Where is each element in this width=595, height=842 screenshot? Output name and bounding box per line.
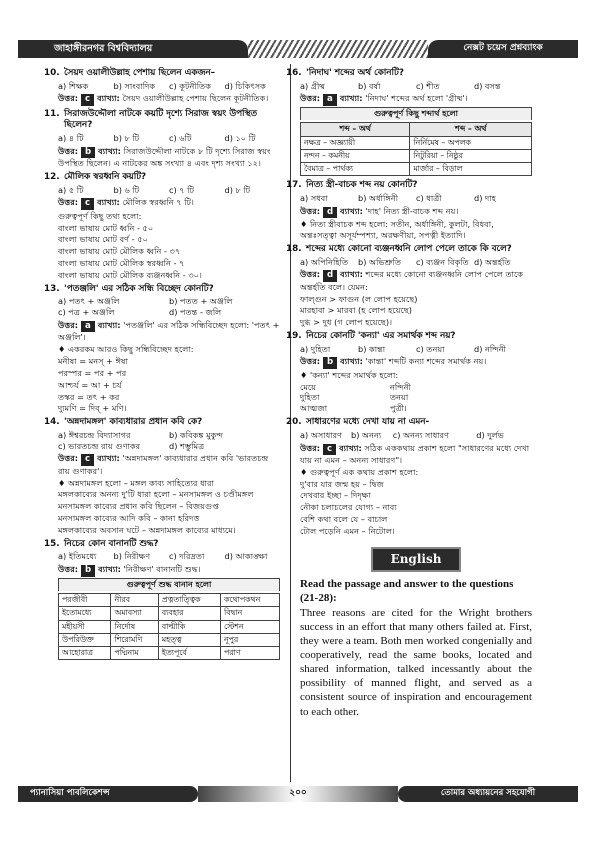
answer-badge: c xyxy=(81,454,94,465)
option-d: d) শম্ভুমিত্র xyxy=(169,440,205,451)
answer-line xyxy=(300,356,532,368)
option-c: c) ভারতচন্দ্র রায় গুণাকর xyxy=(58,440,141,451)
option-a: a) শিক্ষক xyxy=(58,80,89,91)
header-book-title: নেক্সট চয়েস প্রশ্নব্যাংক xyxy=(428,40,578,58)
info-line: নৌকা চলাচলের যোগ্য – নাব্য xyxy=(300,502,397,513)
info-line: মঙ্গলকাব্যের অবসান ঘটে – অন্নদামঙ্গল কাব্যের মাধ্যমে। xyxy=(58,524,236,535)
question-number: 12. xyxy=(44,172,60,182)
explain-label: ব্যাখ্যা: xyxy=(339,442,362,453)
table-row xyxy=(59,620,280,633)
table-header: শব্দ – অর্থ xyxy=(410,123,532,136)
table-cell: মার্জার – বিড়াল xyxy=(410,163,532,176)
synonym-word: দুহিতা xyxy=(300,392,320,403)
info-line: তস্কর = তৎ + কর xyxy=(58,391,120,402)
answer-line xyxy=(58,197,280,209)
question-number: 13. xyxy=(44,283,60,294)
table-cell: উপরিউক্ত xyxy=(59,633,111,646)
table-cell: প্রত্নতাত্ত্বিক xyxy=(158,594,220,607)
answer-badge: b xyxy=(81,565,95,576)
explanation: 'পতঞ্জলি' এর সঠিক সন্ধিবিচ্ছেদ হলো: 'পতৎ + অঞ্জলি'। xyxy=(58,320,280,343)
option-a: a) দুহিতা xyxy=(300,343,331,354)
explain-label: ব্যাখ্যা: xyxy=(340,356,363,367)
header-stripes xyxy=(248,40,428,58)
page-footer xyxy=(18,786,578,802)
option-c: c) অনন্য সাধারণ xyxy=(392,429,450,440)
explain-label: ব্যাখ্যা: xyxy=(340,205,363,216)
page-number: ২০০ xyxy=(198,786,398,802)
question-number: 16. xyxy=(286,68,302,78)
answer-badge: c xyxy=(81,198,94,209)
option-a: a) অপিনিহিতি xyxy=(300,256,349,267)
answer-line xyxy=(300,443,532,466)
question-number: 10. xyxy=(44,68,60,78)
option-b: b) নিরীক্ষণ xyxy=(113,551,151,562)
info-line: মঙ্গলকাব্যের অনন্য দু'টি ধারা হলো – মনসামঙ্গল ও চণ্ডীমঙ্গল xyxy=(58,489,254,500)
table-cell: অমাবস্যা xyxy=(111,607,158,620)
answer-label: উত্তর: xyxy=(58,145,79,156)
question-20 xyxy=(286,417,532,537)
answer-badge: a xyxy=(81,321,95,332)
synonym-row xyxy=(300,392,532,403)
explanation: 'অন্নদামঙ্গল' কাব্যধারার প্রধান কবি 'ভারতচন্দ্র রায় গুণাকর'। xyxy=(58,453,269,476)
answer-label: উত্তর: xyxy=(58,564,79,575)
answer-badge: b xyxy=(81,147,95,158)
option-b: b) বর্ষা xyxy=(358,80,381,91)
table-row xyxy=(59,594,280,607)
answer-badge: c xyxy=(81,94,94,105)
info-line: মনসামঙ্গল কাব্যের প্রধান কবি ছিলেন – বিজয়গুপ্ত xyxy=(58,501,220,512)
info-line: বেশি কথা বলে যে – বাচাল xyxy=(300,514,388,524)
question-text: মৌলিক স্বরধ্বনি কয়টি? xyxy=(64,172,147,182)
question-text: নিচের কোনটি 'কন্যা' এর সমার্থক শব্দ নয়? xyxy=(306,330,456,341)
question-13 xyxy=(44,283,280,414)
table-cell: বিদ্বান xyxy=(220,607,279,620)
synonym-word: আত্মজা xyxy=(300,403,328,414)
option-a: a) গ্রীষ্ম xyxy=(300,80,326,91)
footer-publisher: প্যানাসিয়া পাবলিকেশন্স xyxy=(18,786,198,802)
answer-label: উত্তর: xyxy=(300,205,321,216)
answer-line xyxy=(58,146,280,169)
option-b: b) অভিশ্রুতি xyxy=(358,256,402,267)
answer-line xyxy=(58,564,280,576)
table-cell: ইত্যপূর্বে xyxy=(158,647,220,660)
header-university: জাহাঙ্গীরনগর বিশ্ববিদ্যালয় xyxy=(18,40,248,58)
option-c: c) ৭ টি xyxy=(169,184,195,195)
explanation: সৈয়দ ওয়ালীউল্লাহ পেশায় ছিলেন কূটনীতিক। xyxy=(122,93,269,104)
option-d: d) অন্তর্হতি xyxy=(474,256,511,267)
option-d: d) বসন্ত xyxy=(474,80,501,91)
option-b: b) কবিকঙ্ক মুকুন্দ xyxy=(169,429,223,440)
option-a: a) পতৎ + অঞ্জলি xyxy=(58,296,120,307)
answer-line xyxy=(300,93,532,105)
option-b: b) সাংবাদিক xyxy=(113,80,156,91)
synonym-word: মেয়ে xyxy=(300,381,316,392)
option-d: d) ১০ টি xyxy=(224,133,256,143)
answer-line xyxy=(300,269,532,292)
table-row xyxy=(59,647,280,660)
table-cell: স্টেশন xyxy=(220,620,279,633)
option-b: b) অনন্য xyxy=(351,429,382,440)
question-text: নিচের কোন বানানটি শুদ্ধ? xyxy=(64,538,159,549)
option-d: d) দাহ xyxy=(474,193,496,204)
answer-label: উত্তর: xyxy=(58,93,79,104)
option-c: c) ব্যঞ্জন বিকৃতি xyxy=(416,256,469,267)
table-row xyxy=(301,163,532,176)
option-a: a) ৪ টি xyxy=(58,133,84,143)
table-cell: নীরব xyxy=(111,594,158,607)
info-line: বাংলা ভাষায় মোট ধ্বনি - ৫০ xyxy=(58,222,154,233)
option-d: d) নন্দিনী xyxy=(474,343,507,354)
question-15 xyxy=(44,538,280,661)
option-d: d) আকাঙ্ক্ষা xyxy=(224,551,268,562)
question-number: 19. xyxy=(286,330,302,341)
explain-label: ব্যাখ্যা: xyxy=(97,93,120,104)
table-header: শব্দ – অর্থ xyxy=(301,123,410,136)
option-d: d) চিকিৎসক xyxy=(224,80,266,91)
answer-label: উত্তর: xyxy=(58,453,79,464)
option-b: b) কান্তা xyxy=(358,343,386,354)
answer-label: উত্তর: xyxy=(58,197,79,208)
info-line: মনসামঙ্গল কাব্যের আদি কবি – কানা হরিদত্ত xyxy=(58,513,200,524)
explanation: 'নিদাঘ' শব্দের অর্থ হলো 'গ্রীষ্ম'। xyxy=(365,93,468,104)
answer-badge: c xyxy=(323,444,336,455)
question-10 xyxy=(44,68,280,106)
meaning-table-caption: গুরুত্বপূর্ণ কিছু শব্দার্থ হলো xyxy=(300,107,532,121)
question-number: 14. xyxy=(44,417,60,428)
option-d: d) দুর্লভ xyxy=(476,429,504,440)
table-cell: নির্দোষ xyxy=(111,620,158,633)
explanation: সঠিক এককথায় প্রকাশ হলো "সাধারণের মধ্যে দেখা যায় না এমন – অনন্য সাধারণ"। xyxy=(300,442,530,465)
option-c: c) দরিদ্রতা xyxy=(169,551,205,562)
option-c: c) শীত xyxy=(416,80,440,91)
info-line: বাংলা ভাষায় মোট মৌলিক ধ্বনি - ৩৭ xyxy=(58,246,181,257)
info-line: ♦ 'কন্যা' শব্দের সমার্থক হলো: xyxy=(300,369,399,380)
table-cell: নির্নিমেষ – অপলক xyxy=(410,136,532,149)
info-line: বাংলা ভাষায় মোট বর্ণ - ৫০ xyxy=(58,234,148,245)
explain-label: ব্যাখ্যা: xyxy=(98,564,121,575)
info-line: দেখবার ইচ্ছা – দিদৃক্ষা xyxy=(300,490,371,501)
table-cell: নূপুর xyxy=(220,633,279,646)
explain-label: ব্যাখ্যা: xyxy=(340,269,363,280)
explanation: 'দাহ' নিত্য স্ত্রী-বাচক শব্দ নয়। xyxy=(365,205,459,216)
option-c: c) পত্র + অঞ্জলি xyxy=(58,307,115,318)
table-row xyxy=(301,149,532,162)
explain-label: ব্যাখ্যা: xyxy=(97,320,121,331)
info-line: ফাল্গুন > ফাগুন (ল লোপ হয়েছে) xyxy=(300,293,418,304)
explain-label: ব্যাখ্যা: xyxy=(339,93,363,104)
answer-line xyxy=(58,453,280,476)
answer-line xyxy=(300,206,532,218)
question-number: 18. xyxy=(286,243,302,254)
passage-text: Three reasons are cited for the Wright brothers success in an effort that many others failed at. First, they were a team. Both men worked congenially and cooperatively, read the same books, located and shared information, talked incessantly about the possibility of manned flight, and served as a consistent source of inspiration and encouragement to each other. xyxy=(300,606,532,718)
option-a: a) ৫ টি xyxy=(58,184,84,195)
answer-label: উত্তর: xyxy=(300,269,321,280)
info-line: দু'বার যার জন্ম হয় – দ্বিজ xyxy=(300,478,384,489)
question-19 xyxy=(286,330,532,414)
info-line: দ্যুমণি = দিব্ + মণি। xyxy=(58,403,127,414)
info-line: ♦ গুরুত্বপূর্ণ এক কথায় প্রকাশ হলো: xyxy=(300,466,419,477)
synonym-word: তনয়া xyxy=(390,392,409,403)
option-b: b) ৮ টি xyxy=(113,133,140,143)
table-cell: পরাণ xyxy=(220,647,279,660)
footer-tagline: তোমার অধ্যায়নের সহযোগী xyxy=(398,786,578,802)
explanation: 'কান্তা' শব্দটি কন্যা শব্দের সমার্থক নয়। xyxy=(365,356,487,367)
table-row xyxy=(59,607,280,620)
info-line: দুগ্ধ > দুধ (গ লোপ হয়েছে)। xyxy=(300,317,392,328)
question-number: 11. xyxy=(44,108,60,119)
question-text: সাধারণের মধ্যে দেখা যায় না এমন- xyxy=(306,417,430,428)
question-text: 'নিদাঘ' শব্দের অর্থ কোনটি? xyxy=(306,68,404,78)
explanation: শব্দের মধ্যে কোনো ব্যঞ্জনধ্বনি লোপ পেলে তাকে অন্তর্হতি বলে। যেমন: xyxy=(300,269,524,292)
explain-label: ব্যাখ্যা: xyxy=(97,453,120,464)
question-11 xyxy=(44,108,280,169)
answer-label: উত্তর: xyxy=(58,320,79,331)
option-a: a) ইতিমধ্যে xyxy=(58,551,97,562)
table-cell: বৈমাত্র – পার্থক্য xyxy=(301,163,410,176)
info-line: ♦ নিত্য স্ত্রীবাচক শব্দ হলো: সতীন, অর্ধাঙ্গিনী, কুলটা, বিধবা, অন্তঃসত্ত্বা অসূর্যম্পশ্যা, অরক্ষণীয়া, সপত্নী ইত্যাদি। xyxy=(300,219,494,241)
info-line: ♦ একরকম আরও কিছু সন্ধিবিচ্ছেদ হলো: xyxy=(58,344,194,355)
info-line: বাংলা ভাষায় মোট মৌলিক স্বরধ্বনি - ৭ xyxy=(58,258,185,269)
option-a: a) সধবা xyxy=(300,193,328,204)
page-header xyxy=(18,40,578,58)
info-line: মনীষা = মনস্ + ঈষা xyxy=(58,356,128,367)
answer-badge: d xyxy=(323,207,337,218)
question-18 xyxy=(286,243,532,328)
meaning-table xyxy=(300,122,532,176)
explanation: 'নিরীক্ষণ' বানানটি শুদ্ধ। xyxy=(123,564,201,575)
info-line: পরস্পর = পর + পর xyxy=(58,367,127,378)
question-16 xyxy=(286,68,532,176)
synonym-row xyxy=(300,382,532,393)
synonym-row xyxy=(300,403,532,414)
option-a: a) অসাধারণ xyxy=(300,429,343,440)
info-line: গুরুত্বপূর্ণ কিছু তথ্য হলো: xyxy=(58,210,142,221)
explanation: মৌলিক স্বরধ্বনি ৭ টি। xyxy=(122,197,194,208)
table-cell: পদ্মিনাম xyxy=(111,647,158,660)
synonym-word: পুত্রী। xyxy=(390,403,407,414)
answer-label: উত্তর: xyxy=(300,356,321,367)
question-17 xyxy=(286,180,532,241)
table-cell: ব্যবহার xyxy=(158,607,220,620)
option-b: b) অর্ধাঙ্গিনী xyxy=(358,193,399,204)
answer-line xyxy=(58,93,280,105)
option-b: b) পতত + অঞ্জলি xyxy=(169,296,233,307)
table-cell: নক্ষত্র – অজ্ঞ্যায়ী xyxy=(301,136,410,149)
right-column xyxy=(286,68,532,719)
info-line: ♦ অন্নদামঙ্গল হলো – মঙ্গল কাব্য সাহিত্যের ধারা xyxy=(58,477,214,488)
option-c: c) ধাত্রী xyxy=(416,193,442,204)
left-column xyxy=(44,68,280,664)
table-cell: বাল্মীকি xyxy=(158,620,220,633)
answer-line xyxy=(58,320,280,343)
explain-label: ব্যাখ্যা: xyxy=(97,197,120,208)
table-cell: শিরোমণি xyxy=(111,633,158,646)
option-c: c) কূটনীতিক xyxy=(169,80,211,91)
table-row xyxy=(59,633,280,646)
option-d: d) ৮ টি xyxy=(224,184,251,195)
synonym-word: নন্দিনী xyxy=(390,381,412,392)
info-line: মারহাবা > মারবা (হ লোপ হয়েছে) xyxy=(300,305,412,316)
question-text: শব্দের মধ্যে কোনো ব্যঞ্জনধ্বনি লোপ পেলে তাকে কি বলে? xyxy=(306,243,512,254)
option-c: c) ৬টি xyxy=(169,133,192,143)
spelling-table-caption: গুরুত্বপূর্ণ শুদ্ধ বানান হলো xyxy=(58,578,280,592)
question-12 xyxy=(44,172,280,281)
answer-label: উত্তর: xyxy=(300,93,321,104)
answer-badge: d xyxy=(323,270,337,281)
question-number: 20. xyxy=(286,417,302,428)
synonym-list xyxy=(300,382,532,414)
info-line: বাংলা ভাষায় মোট মৌলিক ব্যঞ্জনধ্বনি - ৩০। xyxy=(58,269,202,280)
table-cell: আহোরাত্র xyxy=(59,647,111,660)
table-cell: ইতোমধ্যে xyxy=(59,607,111,620)
question-text: সৈয়দ ওয়ালীউল্লাহ পেশায় ছিলেন একজন– xyxy=(64,68,216,78)
option-d: d) পতন্ত - জলি xyxy=(169,307,222,318)
option-c: c) তনয়া xyxy=(416,343,445,354)
question-number: 17. xyxy=(286,180,302,191)
info-line: আশ্চর্য = আ + চর্য xyxy=(58,379,122,390)
passage-instruction: Read the passage and answer to the questions (21-28): xyxy=(300,578,514,605)
answer-badge: a xyxy=(323,94,337,105)
answer-badge: b xyxy=(323,357,337,368)
table-row xyxy=(301,136,532,149)
info-line: টোল পড়েনি এমন – নিটোল। xyxy=(300,525,395,536)
question-text: 'অন্নদামঙ্গল' কাব্যধারার প্রধান কবি কে? xyxy=(64,417,203,428)
table-cell: মহীয়সী xyxy=(59,620,111,633)
question-text: নিত্য স্ত্রী-বাচক শব্দ নয় কোনটি? xyxy=(306,180,418,191)
option-a: a) ঈশ্বরচন্দ্র বিদ্যাসাগর xyxy=(58,429,131,440)
table-cell: মহত্ত্ব xyxy=(158,633,220,646)
question-text: সিরাজউদ্দৌলা নাটকে কয়টি দৃশ্যে সিরাজ স্বয়ং উপস্থিত ছিলেন? xyxy=(64,108,257,131)
option-b: b) ৬ টি xyxy=(113,184,140,195)
answer-label: উত্তর: xyxy=(300,442,321,453)
table-cell: পরজীবী xyxy=(59,594,111,607)
question-text: 'পতঞ্জলি' এর সঠিক সন্ধি বিচ্ছেদ কোনটি? xyxy=(64,283,214,294)
question-number: 15. xyxy=(44,538,60,549)
spelling-table xyxy=(58,593,280,660)
table-cell: নন্দন – কমনীয় xyxy=(301,149,410,162)
explain-label: ব্যাখ্যা: xyxy=(98,145,121,156)
explanation: সিরাজউদ্দৌলা নাটকে ৮ টি দৃশ্যে সিরাজ স্বয়ং উপস্থিত ছিলেন। এ নাটকের অঙ্ক সংখ্যা ৪ এবং দৃশ্য সংখ্যা ১২। xyxy=(58,145,271,169)
table-cell: কথোপকথন xyxy=(220,594,279,607)
table-cell: নিটুরিয়া – নিষ্ঠুর xyxy=(410,149,532,162)
question-14 xyxy=(44,417,280,536)
english-section-badge: English xyxy=(371,547,461,573)
